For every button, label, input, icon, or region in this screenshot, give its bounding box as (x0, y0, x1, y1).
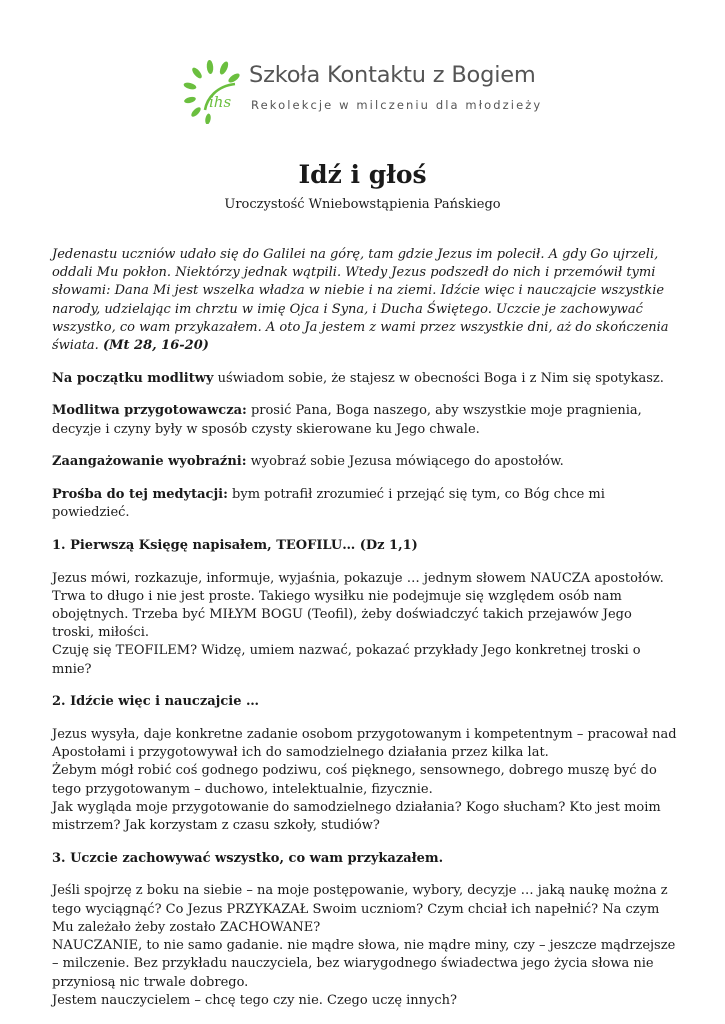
intro-paragraph (52, 486, 677, 522)
intro-paragraph (52, 453, 677, 471)
article-body (52, 246, 677, 1024)
section-line: Jeśli spojrzę z boku na siebie – na moje postępowanie, wybory, decyzje … jaką naukę można z tego wyciągnąć? Co Jezus PRZYKAZAŁ Swoim uczniom? Czym chciał ich napełnić? Na czym Mu zależało żeby zostało ZACHOWANE? (52, 883, 668, 935)
section-body (52, 726, 677, 835)
sun-logo-icon (183, 58, 249, 124)
section-line: Jezus wysyła, daje konkretne zadanie osobom przygotowanym i kompetentnym – pracował nad Apostołami i przygotowywał ich do samodzielnego działania przez kilka lat. (52, 727, 677, 761)
section-line: Jezus mówi, rozkazuje, informuje, wyjaśnia, pokazuje … jednym słowem NAUCZA apostołów. Trwa to długo i nie jest proste. Takiego wysiłku nie podejmuje się względem osób nam obojętnych. Trzeba być MIŁYM BOGU (Teofil), żeby doświadczyć takich przejawów Jego troski, miłości. (52, 570, 664, 641)
intro-text: wyobraź sobie Jezusa mówiącego do apostołów. (246, 454, 564, 470)
intro-label: Zaangażowanie wyobraźni: (52, 454, 247, 470)
section-heading: 1. Pierwszą Księgę napisałem, TEOFILU… (Dz 1,1) (52, 537, 418, 553)
intro-paragraph (52, 402, 677, 438)
section-heading: 3. Uczcie zachowywać wszystko, co wam przykazałem. (52, 850, 444, 866)
intro-text: uświadom sobie, że stajesz w obecności Boga i z Nim się spotykasz. (213, 370, 664, 386)
intro-text: bym potrafił zrozumieć i przejąć się tym, co Bóg chce mi powiedzieć. (52, 487, 605, 521)
section-line: Żebym mógł robić coś godnego podziwu, coś pięknego, sensownego, dobrego muszę być do tego przygotowanym – duchowo, intelektualnie, fizycznie. (52, 763, 657, 797)
intro-paragraph (52, 370, 677, 388)
section-line: NAUCZANIE, to nie samo gadanie. nie mądre słowa, nie mądre miny, czy – jeszcze mądrzejsze – milczenie. Bez przykładu nauczyciela, bez wiarygodnego świadectwa jego życia słowa nie przyniosą nic trwale dobrego. (52, 938, 676, 990)
quote-text: Jedenastu uczniów udało się do Galilei na górę, tam gdzie Jezus im polecił. A gdy Go ujrzeli, oddali Mu pokłon. Niektórzy jednak wątpili. Wtedy Jezus podszedł do nich i przemówił tymi słowami: Dana Mi jest wszelka władza w niebie i na ziemi. Idźcie więc i nauczajcie wszystkie narody, udzielając im chrztu w imię Ojca i Syna, i Ducha Świętego. Uczcie je zachowywać wszystko, co wam przykazałem. A oto Ja jestem z wami przez wszystkie dni, aż do skończenia świata. (52, 247, 669, 354)
section-body (52, 570, 677, 679)
section-line: Czuję się TEOFILEM? Widzę, umiem nazwać, pokazać przykłady Jego konkretnej troski o mnie? (52, 643, 641, 677)
logo-subtitle: Rekolekcje w milczeniu dla młodzieży (251, 98, 543, 112)
section-heading: 2. Idźcie więc i nauczajcie … (52, 694, 260, 710)
intro-label: Prośba do tej medytacji: (52, 487, 228, 503)
section-line: Jak wygląda moje przygotowanie do samodzielnego działania? Kogo słucham? Kto jest moim mistrzem? Jak korzystam z czasu szkoły, studiów? (52, 799, 661, 834)
section-body (52, 882, 677, 1009)
page-subtitle: Uroczystość Wniebowstąpienia Pańskiego (224, 197, 501, 212)
logo (183, 58, 543, 128)
page-title: Idź i głoś (298, 160, 427, 189)
intro-label: Modlitwa przygotowawcza: (52, 403, 247, 419)
intro-text: prosić Pana, Boga naszego, aby wszystkie moje pragnienia, decyzje i czyny były w sposób czysty skierowane ku Jego chwale. (52, 403, 642, 437)
intro-label: Na początku modlitwy (52, 370, 214, 386)
scripture-quote (52, 246, 677, 355)
quote-reference: (Mt 28, 16-20) (102, 338, 209, 354)
section-line: Jestem nauczycielem – chcę tego czy nie. Czego uczę innych? (52, 992, 458, 1008)
svg-text:ihs: ihs (209, 93, 232, 111)
logo-title: Szkoła Kontaktu z Bogiem (249, 62, 536, 88)
